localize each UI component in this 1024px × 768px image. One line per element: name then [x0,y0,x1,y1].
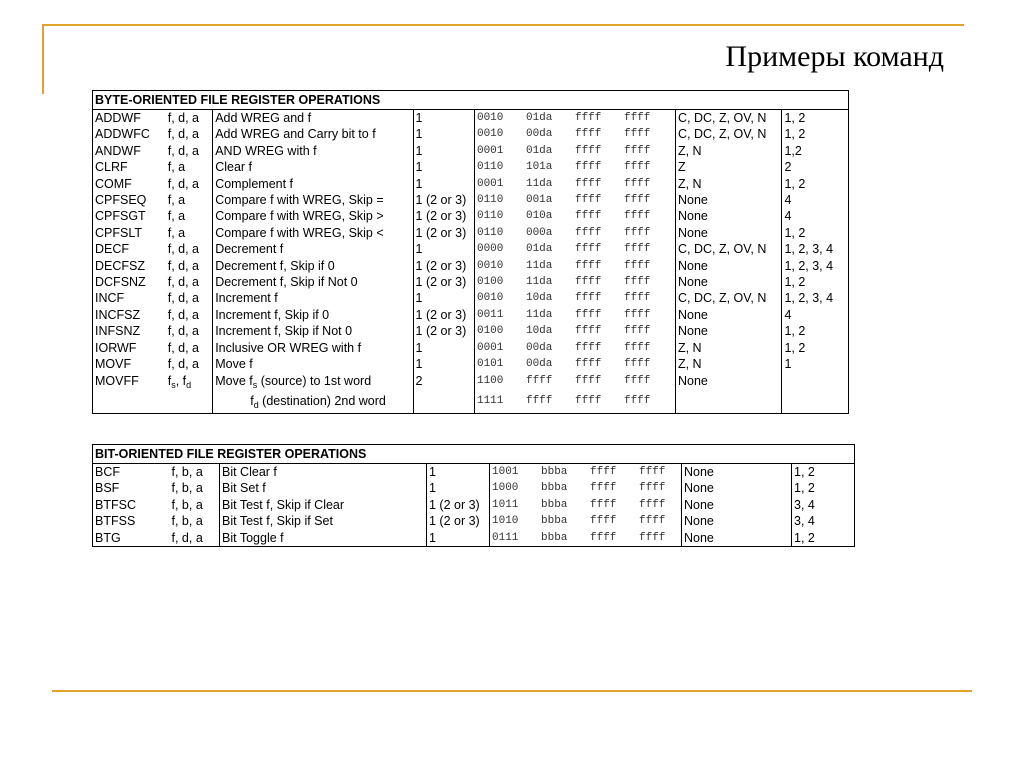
mnemonic: INFSNZ [93,323,166,339]
opcode-nibble: 0100 [476,276,504,289]
cycles: 1 (2 or 3) [413,225,474,241]
opcode-nibble: 0010 [476,112,504,124]
status-affected: C, DC, Z, OV, N [675,290,781,306]
cycles: 2 [413,373,474,393]
notes: 3, 4 [792,513,855,529]
table-row [93,513,855,529]
opcode-nibble: ffff [574,341,602,354]
opcode-nibble: ffff [590,498,617,511]
opcode-nibble: ffff [639,531,666,544]
opcode-nibble: 0010 [476,292,504,305]
byte-ops-table-wrapper [92,90,849,414]
opcode-nibble: 000a [525,226,553,239]
opcode-nibble: 0001 [476,144,504,157]
table-row [93,225,849,241]
opcode-nibble: ffff [623,259,651,272]
opcode [474,356,675,372]
opcode-nibble: 0100 [476,325,504,338]
status-affected: None [682,497,792,513]
mnemonic: CPFSGT [93,208,166,224]
description: Bit Toggle f [220,530,427,547]
opcode-nibble: 1111 [476,394,504,407]
operands: f, d, a [167,176,200,191]
bit-ops-table-wrapper [92,444,856,547]
byte-ops-body [93,110,849,373]
cycles: 1 (2 or 3) [413,323,474,339]
mnemonic: ADDWF [93,110,166,127]
operands: f, d, a [170,530,220,547]
opcode-nibble: ffff [574,374,602,387]
desc-post: (source) to 1st word [257,373,372,388]
decorative-left-rule [42,24,44,94]
notes: 1, 2 [782,340,849,356]
cycles: 1 [427,464,490,481]
opcode [474,225,675,241]
cycles: 1 (2 or 3) [427,497,490,513]
operands: f, d, a [167,324,200,339]
mnemonic: COMF [93,176,166,192]
table-row [93,258,849,274]
notes: 1, 2 [782,176,849,192]
cycles: 1 [413,340,474,356]
notes: 4 [782,192,849,208]
notes: 1, 2, 3, 4 [782,241,849,257]
opcode-nibble: 11da [525,177,553,190]
opcode-nibble: ffff [639,482,666,495]
opcode [474,192,675,208]
notes: 1, 2 [782,110,849,127]
opcode-nibble: 0110 [476,161,504,174]
opcode [474,143,675,159]
table-row [93,290,849,306]
operand-sub-s: s [171,379,176,390]
table-row [93,307,849,323]
opcode [474,110,675,127]
mnemonic: CPFSLT [93,225,166,241]
opcode-nibble: 00da [525,128,553,141]
table-row [93,274,849,290]
operand-sub-d: d [186,379,192,390]
description: Clear f [213,159,413,175]
operands: f, d, a [167,143,200,158]
description [213,373,413,393]
status-affected: None [675,307,781,323]
table-row [93,393,849,414]
status-affected: None [675,258,781,274]
opcode [474,340,675,356]
operands [166,373,213,393]
notes: 1, 2 [792,530,855,547]
notes: 1, 2 [792,464,855,481]
mnemonic: BTFSS [93,513,170,529]
table-row [93,373,849,393]
notes [782,373,849,393]
notes: 1, 2 [782,225,849,241]
byte-ops-table [92,90,849,414]
opcode-nibble: 001a [525,194,553,207]
opcode-nibble: 0001 [476,341,504,354]
cycles: 1 [413,143,474,159]
opcode-nibble: ffff [623,194,651,207]
status-affected: C, DC, Z, OV, N [675,241,781,257]
mnemonic: ADDWFC [93,126,166,142]
status-affected: C, DC, Z, OV, N [675,126,781,142]
mnemonic: BTFSC [93,497,170,513]
cycles: 1 (2 or 3) [413,258,474,274]
table-row [93,176,849,192]
opcode-nibble: bbba [541,498,568,511]
mnemonic: ANDWF [93,143,166,159]
cycles: 1 [413,176,474,192]
status-affected: Z, N [675,340,781,356]
opcode-nibble: ffff [574,394,602,407]
cycles: 1 (2 or 3) [413,307,474,323]
mnemonic: INCFSZ [93,307,166,323]
opcode-nibble: bbba [541,515,568,528]
notes: 3, 4 [792,497,855,513]
mnemonic: DECFSZ [93,258,166,274]
description: Move f [213,356,413,372]
description: Decrement f, Skip if 0 [213,258,413,274]
status-affected: None [675,274,781,290]
opcode-nibble: ffff [623,226,651,239]
opcode-nibble: ffff [623,144,651,157]
cycles: 1 [413,356,474,372]
opcode-nibble: ffff [623,161,651,174]
opcode-nibble: 1011 [492,498,519,511]
description: Inclusive OR WREG with f [213,340,413,356]
opcode-nibble: ffff [623,374,651,387]
opcode-nibble: ffff [623,292,651,305]
opcode-nibble: 0110 [476,210,504,223]
cycles: 1 [427,480,490,496]
operands: f, b, a [171,514,203,529]
opcode [474,208,675,224]
opcode-nibble: ffff [623,210,651,223]
notes: 1, 2 [782,323,849,339]
opcode-nibble: ffff [623,243,651,256]
cycles: 1 [413,126,474,142]
desc-sub: s [252,379,258,390]
mnemonic: MOVF [93,356,166,372]
bit-ops-table [92,444,855,547]
opcode-nibble: 01da [525,243,553,256]
status-affected: C, DC, Z, OV, N [675,110,781,127]
status-affected: Z, N [675,356,781,372]
description: Compare f with WREG, Skip = [213,192,413,208]
mnemonic: CPFSEQ [93,192,166,208]
status-affected: None [675,208,781,224]
operands: f, a [167,209,186,224]
opcode-nibble: ffff [574,308,602,321]
opcode [490,464,682,481]
opcode-nibble: ffff [639,466,666,478]
opcode [474,126,675,142]
operands: f, d, a [167,258,200,273]
description: Complement f [213,176,413,192]
opcode-nibble: 11da [525,259,553,272]
mnemonic: BSF [93,480,170,496]
cycles: 1 [413,290,474,306]
status-affected: None [675,192,781,208]
opcode [474,176,675,192]
table-row [93,340,849,356]
status-affected: None [682,480,792,496]
desc-post: (destination) 2nd word [258,393,386,408]
status-affected: None [675,373,781,393]
mnemonic: CLRF [93,159,166,175]
table-row [93,110,849,127]
operands: f, d, a [167,242,200,257]
mnemonic: MOVFF [93,373,166,393]
opcode-nibble: ffff [590,466,617,478]
notes: 1,2 [782,143,849,159]
notes: 1, 2 [792,480,855,496]
operands: f, d, a [167,307,200,322]
operands: f, b, a [170,464,220,481]
opcode-nibble: ffff [574,358,602,371]
opcode [474,258,675,274]
opcode-nibble: 010a [525,210,553,223]
opcode-nibble: ffff [623,341,651,354]
table-row [93,126,849,142]
cycles: 1 (2 or 3) [413,192,474,208]
description: Increment f, Skip if Not 0 [213,323,413,339]
opcode-nibble: ffff [590,515,617,528]
opcode-nibble: bbba [541,466,568,478]
description: Increment f [213,290,413,306]
cycles: 1 [413,110,474,127]
opcode [490,497,682,513]
bit-ops-header: BIT-ORIENTED FILE REGISTER OPERATIONS [93,445,855,464]
opcode-nibble: 0010 [476,128,504,141]
status-affected: Z, N [675,176,781,192]
opcode-nibble: ffff [574,276,602,289]
operands: f, b, a [171,497,203,512]
opcode-nibble: 00da [525,341,553,354]
opcode-nibble: ffff [574,243,602,256]
description: Decrement f [213,241,413,257]
opcode-nibble: 10da [525,325,553,338]
opcode-nibble: 0110 [476,194,504,207]
table-row [93,241,849,257]
table-row [93,356,849,372]
description: Increment f, Skip if 0 [213,307,413,323]
opcode-nibble: ffff [525,374,553,387]
mnemonic: BCF [93,464,170,481]
mnemonic: DCFSNZ [93,274,166,290]
description: Bit Test f, Skip if Clear [220,497,427,513]
opcode [474,373,675,393]
operands: f, d, a [167,357,200,372]
description: Compare f with WREG, Skip > [213,208,413,224]
notes: 2 [782,159,849,175]
opcode [474,159,675,175]
description: Bit Test f, Skip if Set [220,513,427,529]
opcode-nibble: 1010 [492,515,519,528]
opcode-nibble: ffff [574,161,602,174]
opcode-nibble: ffff [574,259,602,272]
opcode-nibble: ffff [639,515,666,528]
opcode [490,530,682,547]
operands: f, d, a [167,275,200,290]
opcode-nibble: ffff [574,226,602,239]
opcode-nibble: 0011 [476,308,504,321]
operands: f, d, a [167,291,200,306]
opcode-nibble: 10da [525,292,553,305]
status-affected: Z [675,159,781,175]
description: Bit Clear f [220,464,427,481]
description: Decrement f, Skip if Not 0 [213,274,413,290]
operands: f, d, a [167,127,200,142]
mnemonic: DECF [93,241,166,257]
opcode-nibble: 1000 [492,482,519,495]
opcode [474,323,675,339]
notes: 1, 2, 3, 4 [782,258,849,274]
operands: f, d, a [166,110,213,127]
operands: f, b, a [171,481,203,496]
opcode-nibble: ffff [525,394,553,407]
opcode-nibble: bbba [541,531,568,544]
opcode [490,480,682,496]
opcode-nibble: 101a [525,161,553,174]
opcode-nibble: 0101 [476,358,504,371]
opcode-nibble: ffff [623,276,651,289]
opcode-nibble: 0000 [476,243,504,256]
table-row [93,192,849,208]
desc-pre: Move f [215,373,253,388]
cycles: 1 (2 or 3) [413,208,474,224]
operands: f, d, a [167,340,200,355]
opcode-nibble: ffff [574,210,602,223]
opcode-nibble: ffff [574,144,602,157]
byte-ops-header: BYTE-ORIENTED FILE REGISTER OPERATIONS [93,91,849,110]
opcode-nibble: ffff [623,177,651,190]
description: AND WREG with f [213,143,413,159]
opcode [474,274,675,290]
cycles: 1 (2 or 3) [427,513,490,529]
notes: 1, 2 [782,274,849,290]
desc-pre: f [250,393,254,408]
opcode-nibble: bbba [541,482,568,495]
status-affected: None [682,530,792,547]
opcode-nibble: 1100 [476,374,504,387]
table-row [93,159,849,175]
operands: f, a [167,160,186,175]
status-affected: None [682,513,792,529]
opcode-nibble: ffff [574,194,602,207]
opcode [474,241,675,257]
opcode-nibble: 0111 [492,531,519,544]
operands: f, a [167,225,186,240]
decorative-bottom-rule [52,690,972,692]
opcode-nibble: 0001 [476,177,504,190]
opcode-nibble: ffff [574,292,602,305]
opcode-nibble: 01da [525,112,553,124]
description: Add WREG and f [213,110,413,127]
opcode-nibble: 1001 [492,466,519,478]
cycles: 1 [413,241,474,257]
table-row [93,530,855,547]
opcode [474,393,675,414]
bit-ops-body [93,464,855,547]
opcode-nibble: ffff [639,498,666,511]
status-affected: Z, N [675,143,781,159]
opcode [474,307,675,323]
decorative-top-rule [42,24,964,26]
cycles: 1 (2 or 3) [413,274,474,290]
opcode-nibble: ffff [623,394,651,407]
table-row [93,497,855,513]
cycles: 1 [427,530,490,547]
notes: 1, 2 [782,126,849,142]
description: Add WREG and Carry bit to f [213,126,413,142]
opcode-nibble: ffff [574,112,602,124]
operand-f2: f [182,373,187,388]
opcode [490,513,682,529]
description: Bit Set f [220,480,427,496]
notes: 1 [782,356,849,372]
table-row [93,208,849,224]
opcode [474,290,675,306]
opcode-nibble: ffff [623,308,651,321]
opcode-nibble: 01da [525,144,553,157]
opcode-nibble: ffff [574,177,602,190]
opcode-nibble: ffff [623,128,651,141]
notes: 4 [782,208,849,224]
opcode-nibble: 11da [525,308,553,321]
table-row [93,323,849,339]
opcode-nibble: ffff [623,325,651,338]
status-affected: None [682,464,792,481]
opcode-nibble: ffff [590,482,617,495]
operands: f, a [167,193,186,208]
opcode-nibble: 0110 [476,226,504,239]
table-row [93,143,849,159]
opcode-nibble: 0010 [476,259,504,272]
mnemonic: BTG [93,530,170,547]
opcode-nibble: 11da [525,276,553,289]
opcode-nibble: ffff [623,358,651,371]
opcode-nibble: ffff [574,325,602,338]
cycles: 1 [413,159,474,175]
table-row [93,464,855,481]
opcode-nibble: ffff [623,112,651,124]
mnemonic: INCF [93,290,166,306]
description: Compare f with WREG, Skip < [213,225,413,241]
opcode-nibble: 00da [525,358,553,371]
status-affected: None [675,323,781,339]
operand-sep: , [175,373,183,388]
notes: 1, 2, 3, 4 [782,290,849,306]
table-row [93,480,855,496]
opcode-nibble: ffff [574,128,602,141]
opcode-nibble: ffff [590,531,617,544]
desc-sub: d [253,399,259,410]
mnemonic: IORWF [93,340,166,356]
notes: 4 [782,307,849,323]
status-affected: None [675,225,781,241]
slide-title: Примеры команд [725,40,944,73]
description [213,393,413,414]
operand-f: f [167,373,172,388]
